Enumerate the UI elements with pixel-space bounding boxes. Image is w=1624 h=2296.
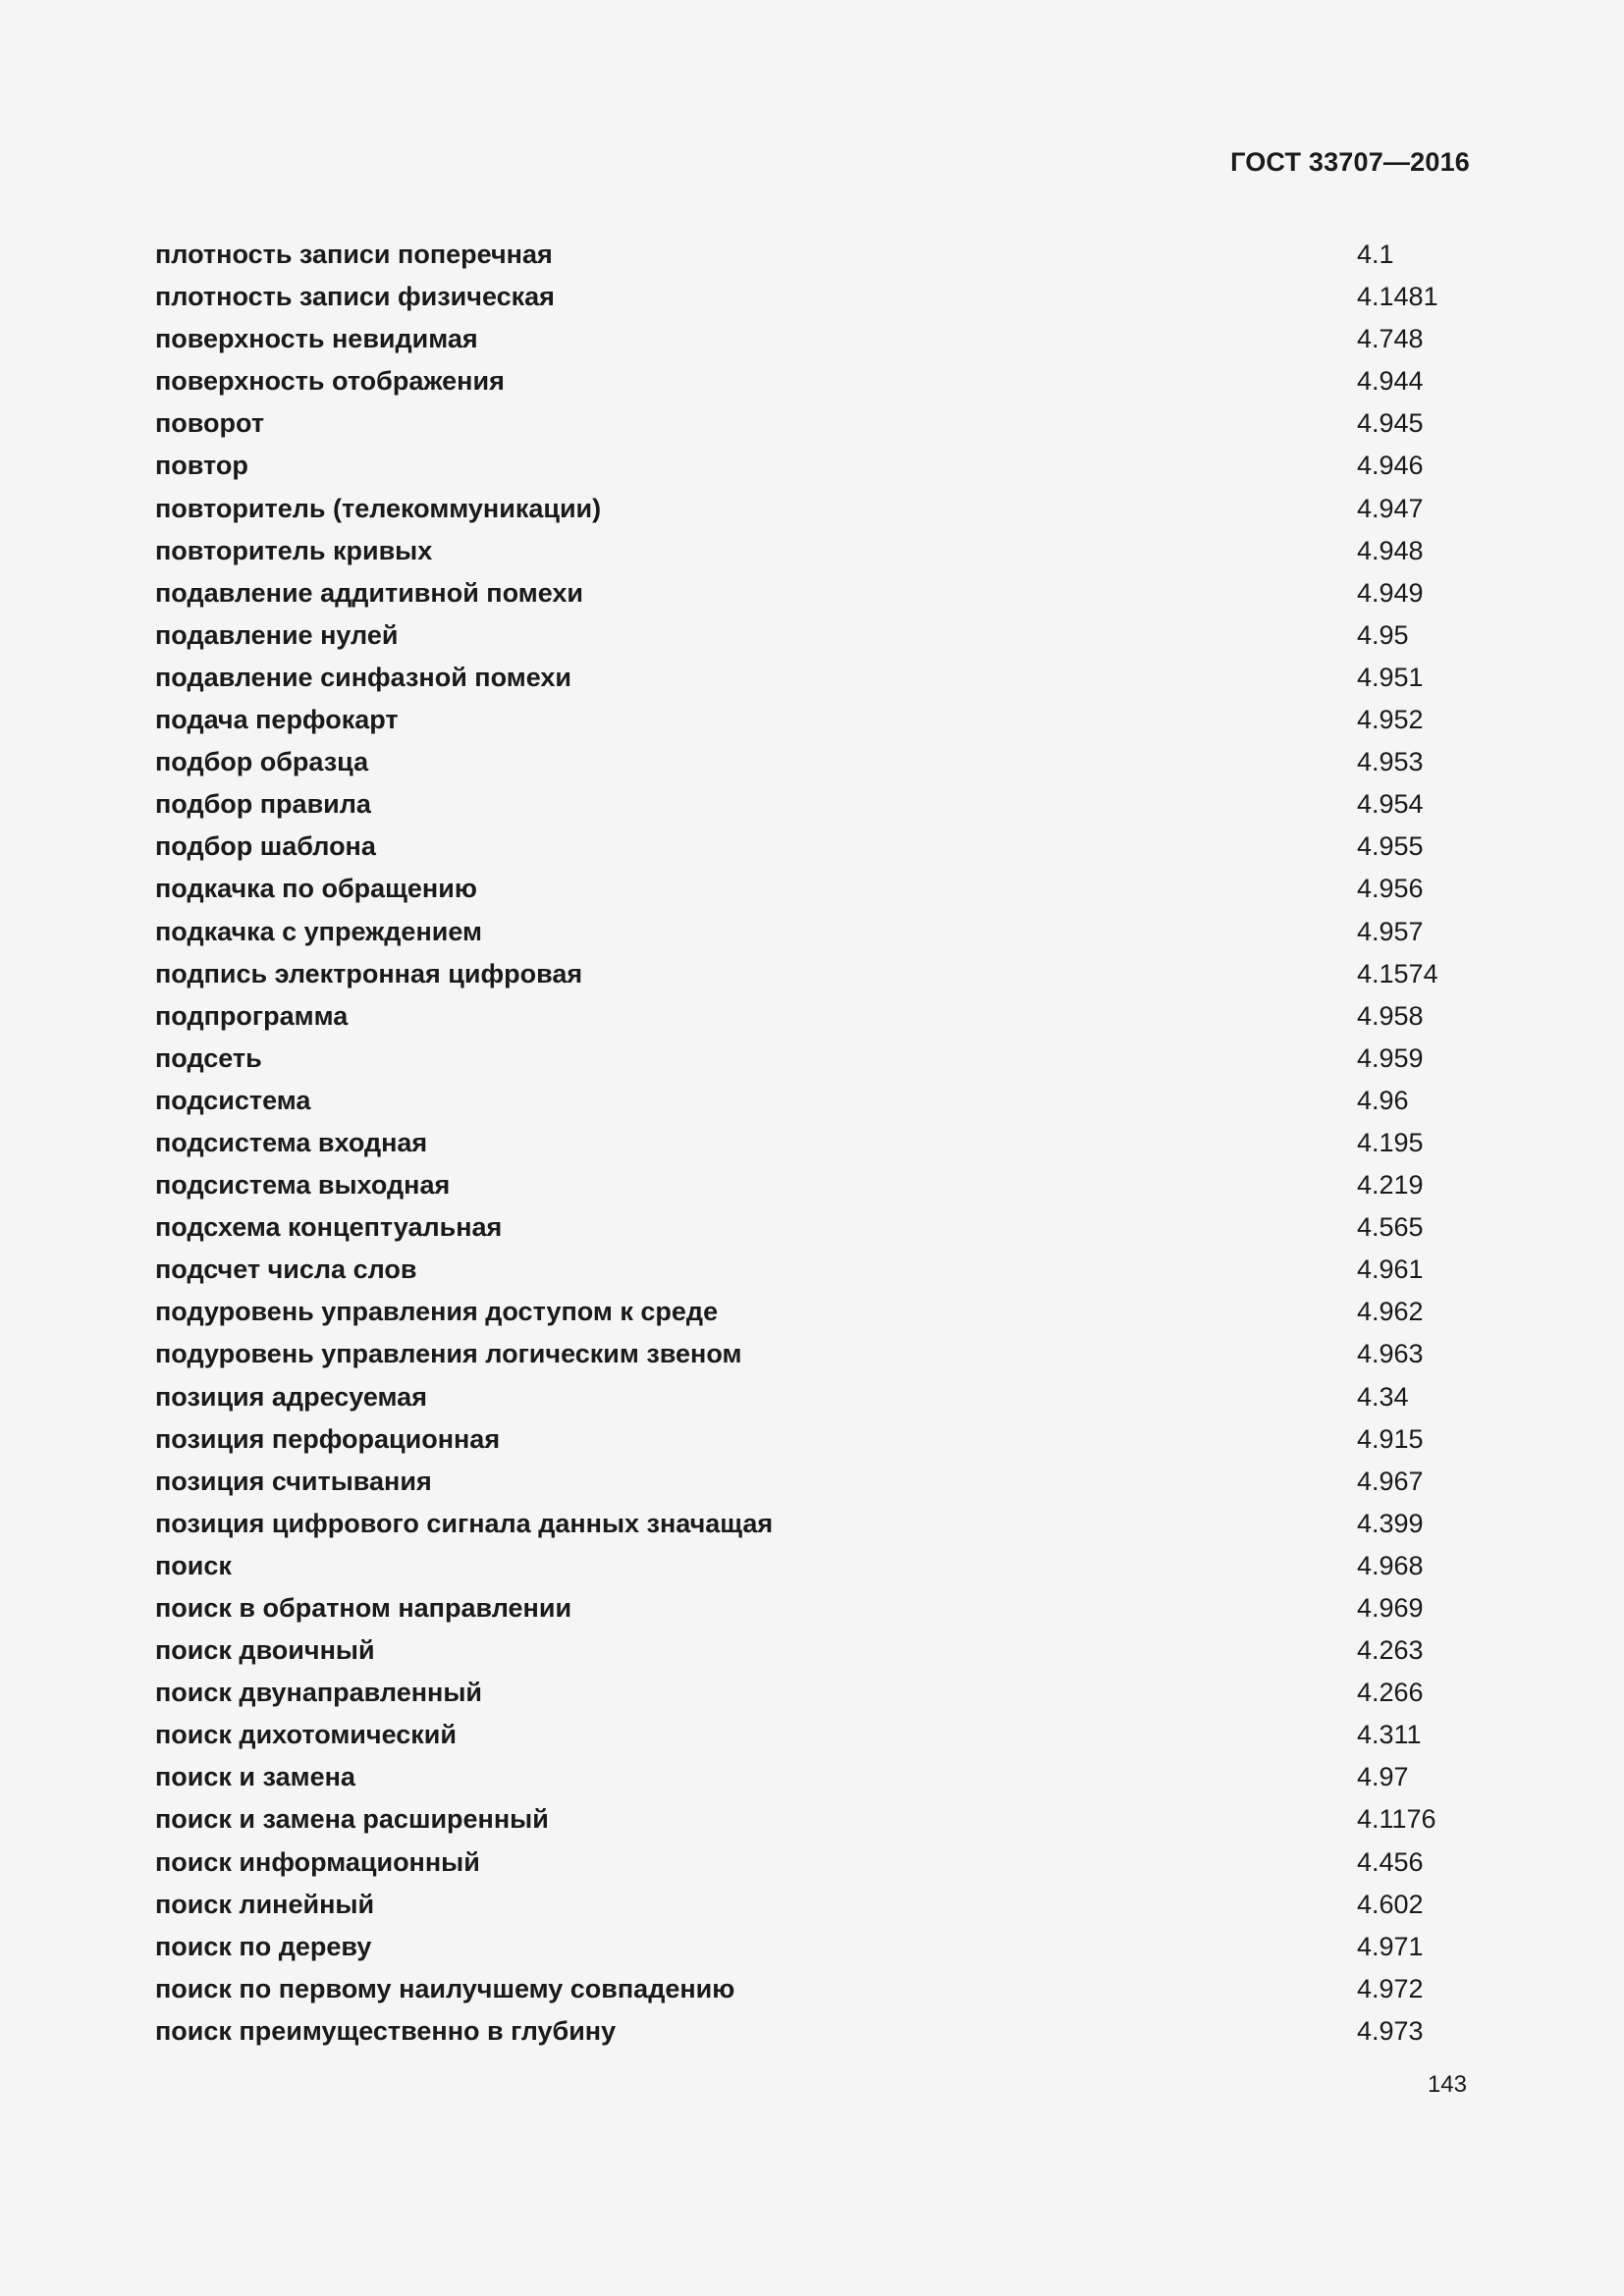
- entry-term: поверхность отображения: [155, 366, 505, 397]
- index-entry: [155, 911, 1471, 953]
- entry-reference: 4.961: [1357, 1255, 1424, 1285]
- entry-reference: 4.946: [1357, 451, 1424, 481]
- term-index-list: [155, 234, 1471, 2053]
- index-entry: [155, 1122, 1471, 1164]
- entry-term: поиск дихотомический: [155, 1720, 457, 1750]
- index-entry: [155, 1038, 1471, 1080]
- entry-reference: 4.602: [1357, 1889, 1424, 1919]
- entry-reference: 4.219: [1357, 1170, 1424, 1201]
- entry-reference: 4.949: [1357, 577, 1424, 608]
- entry-term: позиция адресуемая: [155, 1381, 427, 1412]
- entry-reference: 4.953: [1357, 747, 1424, 777]
- entry-term: подсистема выходная: [155, 1170, 451, 1201]
- entry-term: поворот: [155, 408, 265, 439]
- entry-term: позиция цифрового сигнала данных значащая: [155, 1508, 774, 1538]
- index-entry: [155, 1418, 1471, 1461]
- entry-term: подавление аддитивной помехи: [155, 577, 583, 608]
- entry-term: подбор шаблона: [155, 831, 376, 862]
- index-entry: [155, 360, 1471, 402]
- entry-term: подсчет числа слов: [155, 1255, 417, 1285]
- entry-term: подавление синфазной помехи: [155, 662, 571, 692]
- entry-term: подкачка с упреждением: [155, 916, 482, 946]
- index-entry: [155, 1968, 1471, 2010]
- entry-reference: 4.973: [1357, 2015, 1424, 2046]
- entry-term: плотность записи поперечная: [155, 240, 553, 269]
- index-entry: [155, 572, 1471, 614]
- index-entry: [155, 530, 1471, 572]
- entry-reference: 4.971: [1357, 1931, 1424, 1961]
- entry-reference: 4.945: [1357, 408, 1424, 439]
- entry-term: поиск по дереву: [155, 1931, 372, 1961]
- index-entry: [155, 953, 1471, 995]
- entry-term: подсхема концептуальная: [155, 1212, 503, 1243]
- entry-reference: 4.956: [1357, 874, 1424, 904]
- index-entry: [155, 1249, 1471, 1291]
- entry-reference: 4.951: [1357, 662, 1424, 692]
- page-number: 143: [1427, 2071, 1467, 2098]
- entry-term: подавление нулей: [155, 619, 399, 650]
- entry-reference: 4.1: [1357, 240, 1394, 269]
- index-entry: [155, 1164, 1471, 1206]
- entry-reference: 4.95: [1357, 619, 1409, 650]
- entry-reference: 4.96: [1357, 1085, 1409, 1115]
- index-entry: [155, 1206, 1471, 1249]
- index-entry: [155, 995, 1471, 1038]
- entry-reference: 4.972: [1357, 1973, 1424, 2003]
- entry-term: поиск: [155, 1550, 232, 1580]
- index-entry: [155, 1461, 1471, 1503]
- entry-term: поиск информационный: [155, 1846, 480, 1877]
- entry-term: подсистема: [155, 1085, 311, 1115]
- entry-term: плотность записи физическая: [155, 282, 555, 312]
- entry-reference: 4.968: [1357, 1550, 1424, 1580]
- entry-reference: 4.195: [1357, 1127, 1424, 1157]
- entry-term: подуровень управления доступом к среде: [155, 1297, 719, 1327]
- index-entry: [155, 402, 1471, 445]
- entry-reference: 4.1481: [1357, 282, 1438, 312]
- entry-reference: 4.266: [1357, 1678, 1424, 1708]
- entry-term: подсистема входная: [155, 1127, 428, 1157]
- entry-reference: 4.748: [1357, 324, 1424, 354]
- entry-term: поиск преимущественно в глубину: [155, 2015, 617, 2046]
- index-entry: [155, 1842, 1471, 1884]
- index-entry: [155, 1545, 1471, 1587]
- entry-term: подача перфокарт: [155, 705, 399, 735]
- index-entry: [155, 1587, 1471, 1629]
- entry-reference: 4.311: [1357, 1720, 1422, 1750]
- index-entry: [155, 657, 1471, 699]
- entry-reference: 4.565: [1357, 1212, 1424, 1243]
- entry-reference: 4.948: [1357, 535, 1424, 565]
- index-entry: [155, 1503, 1471, 1545]
- entry-term: поиск и замена расширенный: [155, 1804, 549, 1835]
- index-entry: [155, 1672, 1471, 1714]
- entry-reference: 4.947: [1357, 493, 1424, 523]
- index-entry: [155, 1376, 1471, 1418]
- entry-reference: 4.969: [1357, 1593, 1424, 1623]
- entry-term: поиск двунаправленный: [155, 1678, 482, 1708]
- index-entry: [155, 1080, 1471, 1122]
- entry-term: поиск и замена: [155, 1762, 355, 1792]
- entry-reference: 4.34: [1357, 1381, 1409, 1412]
- index-entry: [155, 276, 1471, 318]
- entry-term: повторитель кривых: [155, 535, 433, 565]
- entry-reference: 4.456: [1357, 1846, 1424, 1877]
- index-entry: [155, 868, 1471, 910]
- index-entry: [155, 1333, 1471, 1375]
- entry-reference: 4.958: [1357, 1000, 1424, 1031]
- index-entry: [155, 614, 1471, 657]
- index-entry: [155, 783, 1471, 826]
- index-entry: [155, 1798, 1471, 1841]
- entry-reference: 4.944: [1357, 366, 1424, 397]
- entry-reference: 4.399: [1357, 1508, 1424, 1538]
- entry-reference: 4.1574: [1357, 958, 1438, 988]
- entry-term: повтор: [155, 451, 248, 481]
- index-entry: [155, 741, 1471, 783]
- entry-term: подсеть: [155, 1042, 262, 1073]
- entry-term: подпрограмма: [155, 1000, 349, 1031]
- entry-reference: 4.954: [1357, 789, 1424, 820]
- document-header: ГОСТ 33707—2016: [1230, 147, 1470, 177]
- index-entry: [155, 1756, 1471, 1798]
- index-entry: [155, 234, 1471, 276]
- index-entry: [155, 2010, 1471, 2053]
- index-entry: [155, 1884, 1471, 1926]
- entry-term: позиция считывания: [155, 1466, 432, 1496]
- entry-reference: 4.967: [1357, 1466, 1424, 1496]
- entry-reference: 4.952: [1357, 705, 1424, 735]
- entry-reference: 4.1176: [1357, 1804, 1436, 1835]
- index-entry: [155, 445, 1471, 487]
- entry-term: поиск в обратном направлении: [155, 1593, 572, 1623]
- index-entry: [155, 1714, 1471, 1756]
- index-entry: [155, 488, 1471, 530]
- entry-term: подпись электронная цифровая: [155, 958, 583, 988]
- index-entry: [155, 1926, 1471, 1968]
- entry-reference: 4.97: [1357, 1762, 1409, 1792]
- entry-term: подбор образца: [155, 747, 369, 777]
- entry-term: подкачка по обращению: [155, 874, 477, 904]
- entry-reference: 4.915: [1357, 1423, 1424, 1454]
- entry-reference: 4.263: [1357, 1635, 1424, 1666]
- entry-term: позиция перфорационная: [155, 1423, 501, 1454]
- entry-reference: 4.955: [1357, 831, 1424, 862]
- entry-term: поиск по первому наилучшему совпадению: [155, 1973, 735, 2003]
- entry-term: повторитель (телекоммуникации): [155, 493, 602, 523]
- index-entry: [155, 699, 1471, 741]
- index-entry: [155, 318, 1471, 360]
- entry-reference: 4.957: [1357, 916, 1424, 946]
- index-entry: [155, 1629, 1471, 1672]
- index-entry: [155, 826, 1471, 868]
- index-entry: [155, 1291, 1471, 1333]
- entry-term: подбор правила: [155, 789, 371, 820]
- entry-term: поверхность невидимая: [155, 324, 478, 354]
- entry-reference: 4.962: [1357, 1297, 1424, 1327]
- entry-term: поиск двоичный: [155, 1635, 375, 1666]
- entry-reference: 4.963: [1357, 1339, 1424, 1369]
- entry-term: подуровень управления логическим звеном: [155, 1339, 742, 1369]
- entry-term: поиск линейный: [155, 1889, 375, 1919]
- entry-reference: 4.959: [1357, 1042, 1424, 1073]
